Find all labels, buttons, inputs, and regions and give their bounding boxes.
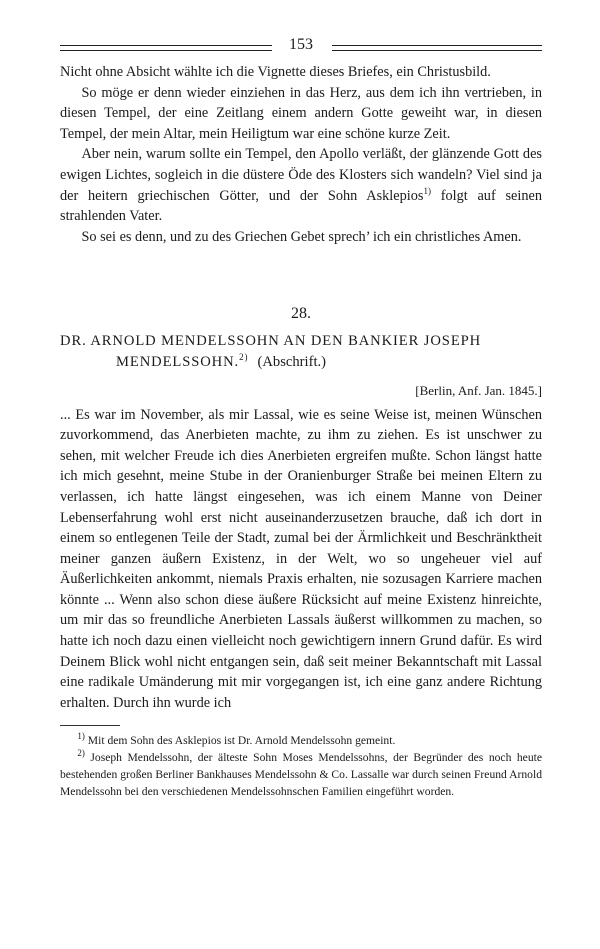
footnote-1-mark: 1) (77, 731, 85, 742)
footnote-ref-2: 2) (239, 352, 249, 363)
intro-paragraph-2: So möge er denn wieder einziehen in das Herz, aus dem ich ihn vertrieben, in diesen Tempel, der eine Zeitlang einem andern Gotte geweiht war, in diesen Tempel, der mein Altar, mein Heiligtum war eine schöne kurze Zeit. (60, 84, 542, 142)
intro-paragraph-3-text: Aber nein, warum sollte ein Tempel, den Apollo verläßt, der glänzende Gott des ewigen Lichtes, sogleich in die düstere Öde des Klosters sich wandeln? Viel sind ja der heitern griechischen Götter, und der Sohn Asklepios (60, 146, 542, 204)
intro-paragraph-4: So sei es denn, und zu des Griechen Gebet sprech’ ich ein christliches Amen. (81, 228, 522, 245)
intro-paragraph-1: Nicht ohne Absicht wählte ich die Vignette dieses Briefes, ein Christusbild. (60, 64, 491, 80)
section-heading-line-1: DR. ARNOLD MENDELSSOHN AN DEN BANKIER JOSEPH (60, 333, 482, 350)
intro-paragraph-3-tail: folgt auf seinen strahlenden Vater. (60, 187, 542, 225)
section-heading-note: (Abschrift.) (257, 353, 327, 370)
section-heading (60, 331, 542, 372)
footnote-1 (60, 732, 542, 749)
intro-paragraph-3 (60, 144, 542, 226)
letter-dateline: [Berlin, Anf. Jan. 1845.] (415, 382, 542, 398)
running-header (60, 36, 542, 62)
section-heading-line-2-wrap (60, 352, 542, 373)
letter-body (60, 405, 542, 714)
footnote-2 (60, 749, 542, 800)
letter-paragraph: ... Es war im November, als mir Lassal, wie es seine Weise ist, meinen Wünschen zuvorkommend, das Anerbieten machte, zu ihm zu ziehen. Es ist unschwer zu sehen, mit welcher Freude ich dies Anerbieten ergreifen mußte. Schon längst hatte ich mich gesehnt, meine Stube in der Oranienburger Straße bei meinen Eltern zu verlassen, ich hatte längst eingesehen, was ich einem Manne von Deiner Lebenserfahrung wohl erst nicht auseinanderzusetzen brauche, daß ich dort in einem so entlegenen Teile der Stadt, zumal bei der Ärmlichkeit und Beschränktheit meiner ganzen äußern Existenz, in der Welt, wo so ungeheuer viel auf Äußerlichkeiten ankommt, niemals Praxis erhalten, nie sozusagen Karriere machen könnte ... Wenn also schon diese äußere Rücksicht auf meine Existenz hinreichte, um mir das so freundliche Anerbieten Lassals äußerst willkommen zu machen, so hatte ich noch dazu einen vielleicht noch gewichtigern innern Grund dafür. Es wird Deinem Blick wohl nicht entgangen sein, daß seit meiner Bekanntschaft mit Lassal eine radikale Umänderung mit mir vorgegangen ist, ich eine ganz andere Richtung erhalten. Durch ihn wurde ich (60, 406, 542, 711)
footnote-divider (60, 725, 120, 726)
footnote-1-text: Mit dem Sohn des Asklepios ist Dr. Arnold Mendelssohn gemeint. (84, 734, 396, 748)
intro-text (60, 62, 542, 247)
footnote-2-text: Joseph Mendelssohn, der älteste Sohn Moses Mendelssohns, der Begründer des noch heute bestehenden großen Berliner Bankhauses Mendelssohn & Co. Lassalle war durch seinen Freund Arnold Mendelssohn bei den verschiedenen Mendelssohnschen Familien eingeführt worden. (60, 751, 542, 799)
footnote-2-mark: 2) (77, 748, 85, 759)
section-number: 28. (291, 305, 311, 323)
section-heading-line-2: MENDELSSOHN. (116, 353, 240, 370)
page-number: 153 (289, 36, 313, 53)
footnote-ref-1: 1) (423, 185, 431, 196)
header-rule-right (332, 45, 542, 51)
book-page (60, 36, 542, 800)
